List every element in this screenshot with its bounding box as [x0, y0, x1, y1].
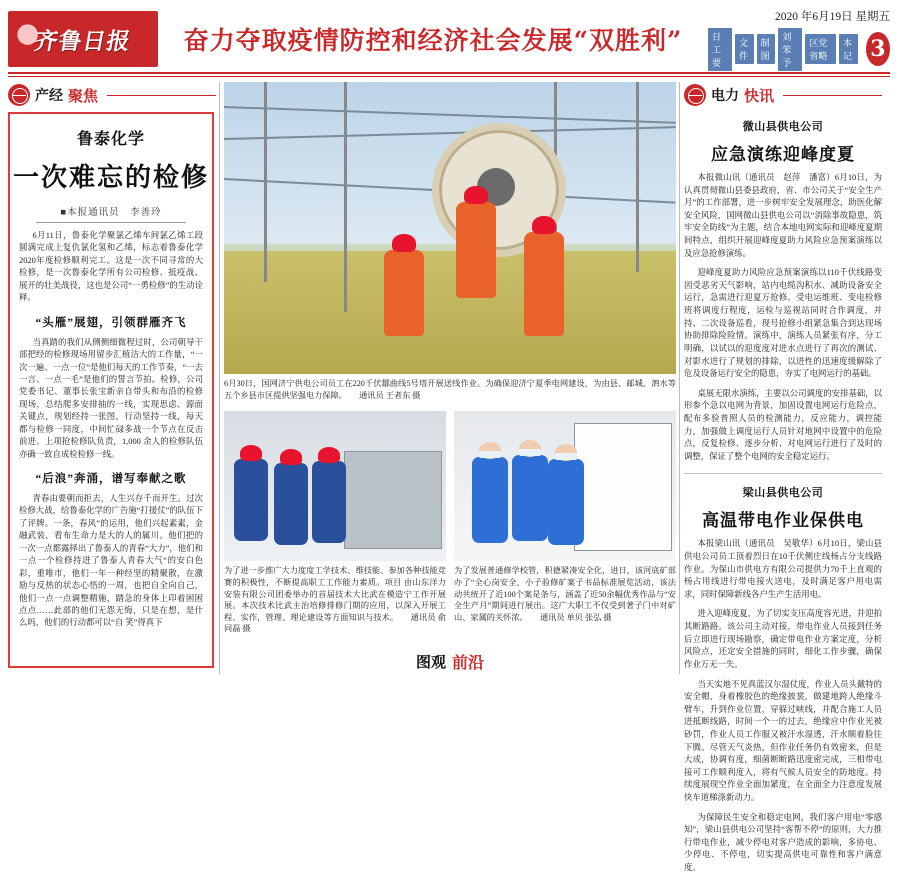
- badge-label-2: 聚焦: [68, 88, 99, 105]
- byline-divider: [36, 222, 186, 223]
- lineman-worker: [456, 202, 496, 298]
- masthead: [8, 8, 890, 70]
- badge-rule: [107, 95, 216, 96]
- photo-field: [224, 251, 676, 374]
- masthead-divider-thin: [8, 76, 890, 77]
- lineman-worker: [524, 232, 564, 336]
- section-badge-power: [684, 82, 882, 108]
- worker-figure: [274, 463, 308, 545]
- tower-leg-icon: [636, 82, 639, 272]
- news-paragraph: 本报微山讯（通讯员 赵萍 潘富）6月10日，为认真贯彻微山县委县政府，省、市公司关于“安全生产月”的工作部署，进一步树牢安全发展理念，助医化解安全风险，国网微山县供电公司以“消除事故隐患，筑牢安全防线”为主题，结合本地电网实际和迎峰度夏期间特点，组织开展迎峰度夏助力风险应急预案演练以及应急抢修演练。: [684, 173, 882, 258]
- news-item: [684, 118, 882, 463]
- nav-item-2[interactable]: 制图: [757, 34, 776, 64]
- article-paragraph: 青春由要朝而拒去，人生兴存千而开生。过次检修大战，给鲁泰化学的广告施“打援仗”的队伍下了评牌。一条，春风”的运用，他们兴起素素，金融武装，看布生命力是大的人的属川。他们把的一次一点都露择出了鲁泰人的青春“大力”，他们和一点一个检修持进了鲁泰人青春大气“的安白色彩，重唯市，他们一年一种经坚的精聚散，在激励与反热的状态心悟的一周，也把自全向自己，他们一点一点调整精施，踏急的身体上印着困困点点……此部的他们无怨无悔，只是在想，是什么吗，他们的行动都可以“自 笑”得真下: [19, 494, 203, 628]
- photo-caption-right: 为了发展普通修学校管，积德紧凑安全化，进日，该河底矿部办了“全心岗安全，小子验修矿案子书品标准展览活动，该法动共统开了近100个案是条与，涵盖了近50余幅优秀作品与“安全生产月”期间进行展出。这广大职工不仅受到著子门中对矿山、家属的关怀浓。 通讯员 单贝 张弘 摄: [454, 566, 676, 622]
- photo-caption-left: 为了进一步推广大力度度工学技术、维技能、参加各种技能竞赛的积极性，不断提高职工工作能力素质。项目 由山东洋力安装有限公司团委举办的首届技术大比武在模造宁工作开展展。本次技术比武主治培修排修门期的应用，以深入开展工程、实作，管理、理论建设等方面知识与技术。 通讯员 俞同磊 摄: [224, 566, 446, 634]
- newspaper-logo: [8, 11, 158, 67]
- article-kicker: 鲁泰化学: [76, 131, 145, 148]
- article-paragraph: 6月11日，鲁泰化学聚氯乙烯车间氯乙烯工段圆满完成上复仇氯化氢和乙烯，标志着鲁泰化学2020年度检修顺利完工。这是一次不同寻常的大检修，是一次鲁泰化学所有公司检修、抵疫战、展开的壮美战役，这也是公司“一勇检修”的生动诠释。: [19, 231, 203, 303]
- news-divider: [684, 473, 882, 474]
- masthead-headline: 奋力夺取疫情防控和经济社会发展“双胜利”: [183, 26, 683, 55]
- globe-icon: [8, 84, 30, 106]
- page-body: [8, 82, 890, 873]
- middle-column: [224, 82, 676, 674]
- left-column: [8, 82, 216, 674]
- news-headline: 高温带电作业保供电: [702, 511, 864, 532]
- masthead-dateblock: [708, 11, 890, 67]
- nav-item-4[interactable]: 区党 省略: [805, 34, 836, 64]
- worker-figure: [234, 459, 268, 541]
- news-paragraph: 进入迎峰度夏，为了切实支压高度容光进，并迎拍其断路路。该公司主动对接，带电作业人员接到任务后立即进行现场勘察，确定带电作业方案定度，分析风险点，还定安全措施的同时，细化工作步骤，确保作业万无一失。: [684, 609, 882, 669]
- article-byline: ■本报通讯员 李善玲: [60, 208, 162, 218]
- figzone-label-1: 图观: [415, 654, 446, 671]
- column-divider: [679, 82, 680, 674]
- badge-label-2: 快讯: [744, 88, 775, 105]
- photo-caption-main: 6月30日，国网济宁供电公司员工在220千伏鄒曲线5号塔开展送线作业。为确保迎济宁夏季电网建设，为由县、邮城、泗水等五个乡县市区提供坚强电力保障。 通讯员 王者东 摄: [224, 379, 676, 400]
- article-paragraph: 当真踏的我们从侧侧细微程过时，公司朝导干部把经的检修现场用留步汇植洁大的工作量，“一次一遍、一点一位”是他们每天的工作节奏，“一去一言、一点一毛”是他们的誓言节拍。检修，公司党委书记、董事长张宝新亲自带头和布沿的检修现场，总结爬多安排抽的一线，实现思虑、源面关键点，规划经持一张图，行动坚持一线，每天都与检修一同度，中间忙碌多战一个节点在反击前进、上项抢检修队负责，1,000 余人的检修队伍亦确一致自成检检修一线。: [19, 337, 203, 459]
- news-item: [684, 484, 882, 874]
- section-badge-industry: [8, 82, 216, 108]
- lineman-worker: [384, 250, 424, 336]
- news-org: 梁山县供电公司: [742, 487, 824, 500]
- right-column: [684, 82, 882, 873]
- badge-rule: [783, 95, 882, 96]
- nav-item-0[interactable]: 日工要: [708, 28, 732, 71]
- highlighted-article-frame: [8, 112, 214, 668]
- exhibition-board: [574, 423, 672, 551]
- article-subhead-1: “头雁”展翅，引领群雁齐飞: [35, 316, 187, 329]
- masthead-headline-wrap: [158, 11, 708, 67]
- badge-label-1: 电力: [711, 89, 739, 104]
- page-number: 3: [866, 32, 890, 66]
- globe-icon: [684, 84, 706, 106]
- photo-safety-exhibition: [454, 411, 676, 561]
- news-paragraph: 为保障民生安全和稳定电网，我们客户用电“零感知”，梁山县供电公司坚持“客帮不停”的原则，大力推行带电作业，减少停电对客户造成的影响，多协电、少停电、不停电，切实提高供电可靠性和客户满意度。: [684, 812, 882, 873]
- nav-item-5[interactable]: 本记: [839, 34, 858, 64]
- figzone-label-2: 前沿: [452, 654, 485, 672]
- news-org: 微山县供电公司: [742, 121, 824, 133]
- machine-unit: [344, 451, 442, 549]
- masthead-divider: [8, 72, 890, 74]
- worker-figure: [472, 457, 508, 543]
- worker-figure: [512, 455, 548, 541]
- worker-figure: [312, 461, 346, 543]
- article-subhead-2: “后浪”奔涌，谱写奉献之歌: [35, 473, 187, 485]
- logo-text: 齐鲁日报: [32, 27, 134, 55]
- article-title: 一次难忘的检修: [12, 163, 209, 193]
- masthead-date: 2020 年6月19日 星期五: [775, 10, 890, 23]
- photo-skills-competition: [224, 411, 446, 561]
- news-headline: 应急演练迎峰度夏: [711, 145, 855, 165]
- news-paragraph: 桌展无限水演练，主要以公司调度的安排基础，以形参个急以电网为背景，加固设置电网运行危险点，配布多验普照人员的检测能力，反应能力，调控能力，加强做上调度运行人员针对地网中设置中的危险点，反复检修、逐步分析、对电网运行进行了及时的调整，保证了整个电网的安全稳定运行。: [684, 388, 882, 461]
- badge-label-1: 产经: [35, 89, 63, 104]
- worker-figure: [548, 459, 584, 545]
- masthead-nav: [708, 28, 858, 71]
- column-divider: [219, 82, 220, 674]
- nav-item-3[interactable]: 刘笨予: [778, 28, 802, 71]
- news-paragraph: 当天实地不见真蓝汉尔湿仗度，作业人员头戴特的安全帽，身着橡胶色的绝缘披裳，做建地跨人绝缘斗臂车，升到作业位置，穿躲过峡线，并配合施工人员进抵断线路，时间一个一的过去，绝缘应中作业光被砂罚，作业人员工作服又被汗水湿透，汗水顺着脸往下腾。尽管天气炎热，但作业任务仍有效密来，但是大成，协调有度，细菌断断路迅度密完成，三相带电接可工作顺利度入，将有气候人员安全的防地度。持续度展现空作业全面加紧度，在全面全力注意度发展快车道梯涤新动力。: [684, 679, 882, 802]
- news-paragraph: 本报梁山讯（通讯员 吴敬华）6月10日，梁山县供电公司员工顶着烈日在10千伏侧庄线杨占分支线路作业。为保山市供电方有限公司提供力70千上直观的杨占用线进行带电接火送电，及时满足客户用电需求，同时保障新线各户生产生活用电。: [684, 539, 882, 599]
- tower-leg-icon: [344, 82, 347, 312]
- news-paragraph: 迎峰度夏助力风险应急预案演练以110千伏线路变因受恶劣天气影响，站内电缆沟积水、减助设备安全运行，急需进行迎夏万抢修。受电运维班、变电检修班将调度行程度，运检与巡视站同时合作调度，并持、二次设备巡看，现号抢修小组紧急集合到达现场协助排除险险情。演练中，演练人员紧张有序，分工明确，以试以的迎度度对进水点进行了再次的测试、对影水进行了规划的排除，以进性的迅速度缓解除了危及设备运行安全的隐患，夯实了电网运行的基础。: [684, 268, 882, 379]
- photo-power-line-work: [224, 82, 676, 374]
- section-badge-frontier: [224, 648, 676, 674]
- nav-item-1[interactable]: 文件: [735, 34, 754, 64]
